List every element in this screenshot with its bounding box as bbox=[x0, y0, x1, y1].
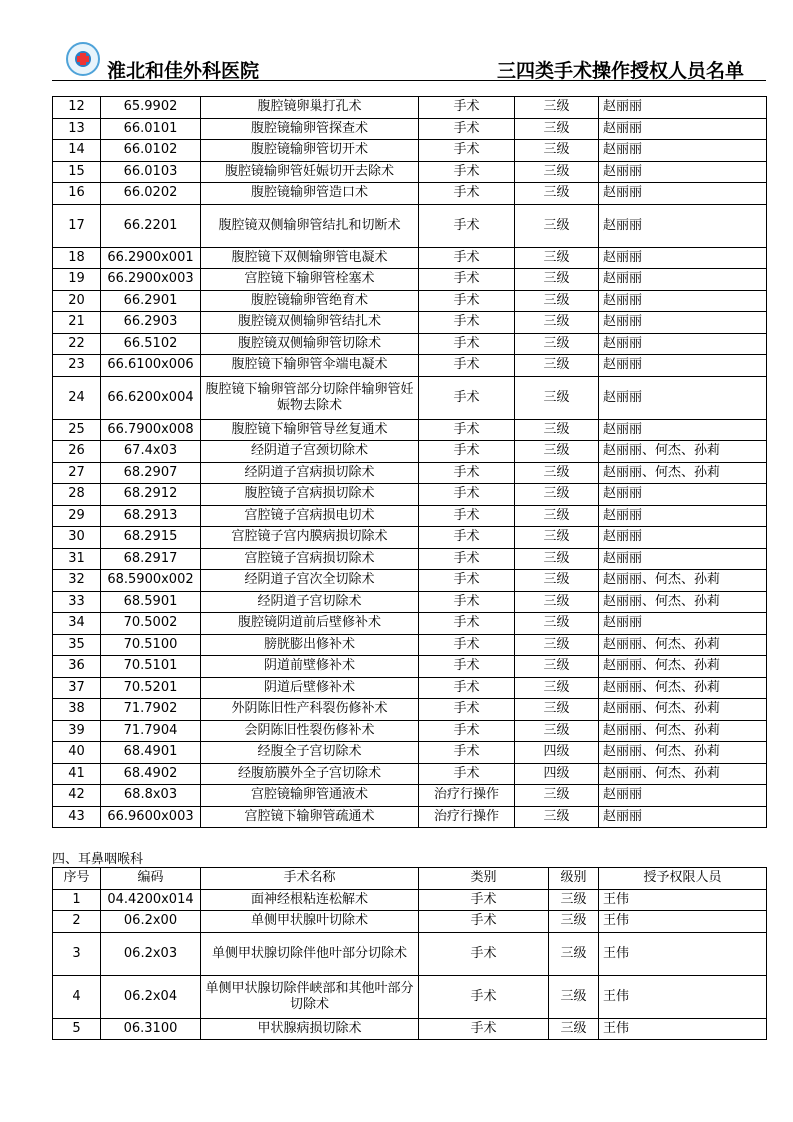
row-number: 38 bbox=[53, 699, 101, 721]
authorized-staff: 王伟 bbox=[599, 889, 767, 911]
authorized-staff: 赵丽丽 bbox=[599, 355, 767, 377]
procedure-code: 06.2x00 bbox=[101, 911, 201, 933]
authorized-staff: 赵丽丽 bbox=[599, 484, 767, 506]
procedure-level: 三级 bbox=[515, 677, 599, 699]
procedure-code: 68.2917 bbox=[101, 548, 201, 570]
procedure-level: 三级 bbox=[515, 591, 599, 613]
procedure-code: 70.5100 bbox=[101, 634, 201, 656]
table-row bbox=[53, 441, 767, 463]
authorized-staff: 赵丽丽、何杰、孙莉 bbox=[599, 720, 767, 742]
authorized-staff: 王伟 bbox=[599, 911, 767, 933]
authorized-staff: 赵丽丽 bbox=[599, 505, 767, 527]
procedure-code: 65.9902 bbox=[101, 97, 201, 119]
procedure-level: 三级 bbox=[549, 932, 599, 975]
procedure-code: 70.5101 bbox=[101, 656, 201, 678]
procedure-type: 手术 bbox=[419, 333, 515, 355]
procedure-code: 68.2912 bbox=[101, 484, 201, 506]
table-row bbox=[53, 699, 767, 721]
procedure-type: 手术 bbox=[419, 140, 515, 162]
procedure-name: 腹腔镜双侧输卵管结扎和切断术 bbox=[201, 204, 419, 247]
procedure-type: 手术 bbox=[419, 183, 515, 205]
authorized-staff: 赵丽丽 bbox=[599, 548, 767, 570]
procedure-type: 手术 bbox=[419, 527, 515, 549]
procedure-type: 手术 bbox=[419, 484, 515, 506]
table-row bbox=[53, 1018, 767, 1040]
procedure-code: 68.5900x002 bbox=[101, 570, 201, 592]
procedure-name: 腹腔镜输卵管造口术 bbox=[201, 183, 419, 205]
table-row bbox=[53, 183, 767, 205]
authorized-staff: 赵丽丽 bbox=[599, 312, 767, 334]
procedure-name: 腹腔镜双侧输卵管切除术 bbox=[201, 333, 419, 355]
table-row bbox=[53, 742, 767, 764]
procedure-type: 手术 bbox=[419, 204, 515, 247]
procedure-type: 手术 bbox=[419, 613, 515, 635]
row-number: 2 bbox=[53, 911, 101, 933]
table-row bbox=[53, 505, 767, 527]
procedure-code: 68.2915 bbox=[101, 527, 201, 549]
row-number: 24 bbox=[53, 376, 101, 419]
procedure-level: 三级 bbox=[515, 484, 599, 506]
procedure-level: 三级 bbox=[549, 975, 599, 1018]
procedure-level: 三级 bbox=[515, 376, 599, 419]
procedure-level: 三级 bbox=[515, 269, 599, 291]
row-number: 39 bbox=[53, 720, 101, 742]
procedure-name: 腹腔镜输卵管妊娠切开去除术 bbox=[201, 161, 419, 183]
procedure-type: 手术 bbox=[419, 441, 515, 463]
procedure-level: 三级 bbox=[515, 720, 599, 742]
authorized-staff: 赵丽丽、何杰、孙莉 bbox=[599, 656, 767, 678]
procedure-code: 66.5102 bbox=[101, 333, 201, 355]
procedure-code: 66.0102 bbox=[101, 140, 201, 162]
procedure-level: 三级 bbox=[515, 97, 599, 119]
procedure-code: 06.2x03 bbox=[101, 932, 201, 975]
authorized-staff: 赵丽丽、何杰、孙莉 bbox=[599, 763, 767, 785]
row-number: 40 bbox=[53, 742, 101, 764]
row-number: 16 bbox=[53, 183, 101, 205]
procedure-code: 66.2903 bbox=[101, 312, 201, 334]
procedure-name: 腹腔镜下输卵管伞端电凝术 bbox=[201, 355, 419, 377]
authorized-staff: 赵丽丽、何杰、孙莉 bbox=[599, 677, 767, 699]
row-number: 22 bbox=[53, 333, 101, 355]
procedure-name: 单侧甲状腺切除伴他叶部分切除术 bbox=[201, 932, 419, 975]
authorized-staff: 赵丽丽、何杰、孙莉 bbox=[599, 634, 767, 656]
row-number: 4 bbox=[53, 975, 101, 1018]
procedure-name: 单侧甲状腺切除伴峡部和其他叶部分切除术 bbox=[201, 975, 419, 1018]
procedure-code: 66.0202 bbox=[101, 183, 201, 205]
procedure-name: 外阴陈旧性产科裂伤修补术 bbox=[201, 699, 419, 721]
procedure-type: 手术 bbox=[419, 720, 515, 742]
procedure-type: 手术 bbox=[419, 634, 515, 656]
table-row bbox=[53, 333, 767, 355]
hospital-name: 淮北和佳外科医院 bbox=[107, 60, 260, 82]
procedure-type: 手术 bbox=[419, 656, 515, 678]
procedure-type: 手术 bbox=[419, 548, 515, 570]
page-header bbox=[52, 40, 766, 81]
procedure-name: 膀胱膨出修补术 bbox=[201, 634, 419, 656]
procedure-code: 68.5901 bbox=[101, 591, 201, 613]
procedure-code: 70.5002 bbox=[101, 613, 201, 635]
procedure-code: 66.9600x003 bbox=[101, 806, 201, 828]
table-row bbox=[53, 570, 767, 592]
procedure-level: 三级 bbox=[515, 785, 599, 807]
procedure-level: 三级 bbox=[515, 527, 599, 549]
procedure-name: 腹腔镜下输卵管部分切除伴输卵管妊娠物去除术 bbox=[201, 376, 419, 419]
procedure-code: 66.0101 bbox=[101, 118, 201, 140]
procedure-type: 手术 bbox=[419, 889, 549, 911]
procedure-level: 三级 bbox=[515, 441, 599, 463]
procedure-name: 经腹全子宫切除术 bbox=[201, 742, 419, 764]
row-number: 42 bbox=[53, 785, 101, 807]
procedure-name: 腹腔镜输卵管绝育术 bbox=[201, 290, 419, 312]
row-number: 32 bbox=[53, 570, 101, 592]
row-number: 41 bbox=[53, 763, 101, 785]
row-number: 12 bbox=[53, 97, 101, 119]
procedure-code: 04.4200x014 bbox=[101, 889, 201, 911]
procedure-type: 手术 bbox=[419, 911, 549, 933]
authorized-staff: 赵丽丽 bbox=[599, 118, 767, 140]
procedure-name: 经阴道子宫切除术 bbox=[201, 591, 419, 613]
procedure-code: 71.7904 bbox=[101, 720, 201, 742]
procedure-code: 06.2x04 bbox=[101, 975, 201, 1018]
procedure-level: 三级 bbox=[515, 505, 599, 527]
procedure-code: 66.0103 bbox=[101, 161, 201, 183]
procedure-name: 腹腔镜输卵管切开术 bbox=[201, 140, 419, 162]
procedure-name: 经腹筋膜外全子宫切除术 bbox=[201, 763, 419, 785]
table-row bbox=[53, 161, 767, 183]
header-staff: 授予权限人员 bbox=[599, 868, 767, 890]
procedure-level: 三级 bbox=[515, 204, 599, 247]
procedure-code: 68.4902 bbox=[101, 763, 201, 785]
procedure-level: 三级 bbox=[515, 333, 599, 355]
procedure-level: 三级 bbox=[515, 355, 599, 377]
row-number: 43 bbox=[53, 806, 101, 828]
procedure-type: 手术 bbox=[419, 118, 515, 140]
procedure-level: 三级 bbox=[515, 419, 599, 441]
authorized-staff: 赵丽丽 bbox=[599, 419, 767, 441]
procedure-type: 手术 bbox=[419, 677, 515, 699]
procedure-type: 手术 bbox=[419, 290, 515, 312]
procedure-name: 腹腔镜双侧输卵管结扎术 bbox=[201, 312, 419, 334]
table-row bbox=[53, 591, 767, 613]
authorized-staff: 赵丽丽 bbox=[599, 161, 767, 183]
authorized-staff: 赵丽丽 bbox=[599, 333, 767, 355]
row-number: 23 bbox=[53, 355, 101, 377]
authorized-staff: 赵丽丽 bbox=[599, 290, 767, 312]
procedure-level: 三级 bbox=[515, 183, 599, 205]
procedure-type: 手术 bbox=[419, 97, 515, 119]
hospital-logo-icon bbox=[66, 42, 100, 76]
table-row bbox=[53, 462, 767, 484]
procedure-code: 70.5201 bbox=[101, 677, 201, 699]
procedure-level: 四级 bbox=[515, 742, 599, 764]
procedure-level: 三级 bbox=[515, 462, 599, 484]
procedure-type: 手术 bbox=[419, 161, 515, 183]
row-number: 5 bbox=[53, 1018, 101, 1040]
authorized-staff: 赵丽丽、何杰、孙莉 bbox=[599, 441, 767, 463]
table-header-row bbox=[53, 868, 767, 890]
table-row bbox=[53, 677, 767, 699]
table-row bbox=[53, 720, 767, 742]
procedure-type: 手术 bbox=[419, 975, 549, 1018]
authorized-staff: 赵丽丽 bbox=[599, 785, 767, 807]
procedure-name: 经阴道子宫病损切除术 bbox=[201, 462, 419, 484]
procedure-code: 71.7902 bbox=[101, 699, 201, 721]
procedure-type: 手术 bbox=[419, 376, 515, 419]
table-row bbox=[53, 975, 767, 1018]
table-row bbox=[53, 634, 767, 656]
authorized-staff: 王伟 bbox=[599, 1018, 767, 1040]
procedure-type: 治疗行操作 bbox=[419, 785, 515, 807]
row-number: 14 bbox=[53, 140, 101, 162]
row-number: 17 bbox=[53, 204, 101, 247]
procedure-name: 经阴道子宫次全切除术 bbox=[201, 570, 419, 592]
header-type: 类别 bbox=[419, 868, 549, 890]
table-row bbox=[53, 484, 767, 506]
table-row bbox=[53, 269, 767, 291]
procedure-level: 三级 bbox=[549, 911, 599, 933]
table-row bbox=[53, 527, 767, 549]
procedure-code: 66.2900x003 bbox=[101, 269, 201, 291]
procedure-name: 会阴陈旧性裂伤修补术 bbox=[201, 720, 419, 742]
procedure-level: 三级 bbox=[515, 290, 599, 312]
procedure-type: 手术 bbox=[419, 419, 515, 441]
table-row bbox=[53, 419, 767, 441]
authorized-staff: 王伟 bbox=[599, 932, 767, 975]
procedure-name: 甲状腺病损切除术 bbox=[201, 1018, 419, 1040]
authorized-staff: 赵丽丽 bbox=[599, 247, 767, 269]
procedure-level: 三级 bbox=[515, 140, 599, 162]
row-number: 36 bbox=[53, 656, 101, 678]
row-number: 27 bbox=[53, 462, 101, 484]
procedure-level: 三级 bbox=[515, 656, 599, 678]
procedure-code: 66.6200x004 bbox=[101, 376, 201, 419]
procedure-type: 手术 bbox=[419, 570, 515, 592]
procedure-code: 66.2201 bbox=[101, 204, 201, 247]
table-row bbox=[53, 932, 767, 975]
procedure-type: 手术 bbox=[419, 763, 515, 785]
procedure-type: 手术 bbox=[419, 1018, 549, 1040]
procedure-code: 68.8x03 bbox=[101, 785, 201, 807]
authorized-staff: 王伟 bbox=[599, 975, 767, 1018]
procedure-code: 68.2913 bbox=[101, 505, 201, 527]
procedure-level: 三级 bbox=[515, 118, 599, 140]
procedure-type: 手术 bbox=[419, 742, 515, 764]
procedure-level: 三级 bbox=[515, 312, 599, 334]
procedure-level: 三级 bbox=[515, 634, 599, 656]
row-number: 25 bbox=[53, 419, 101, 441]
authorized-staff: 赵丽丽、何杰、孙莉 bbox=[599, 699, 767, 721]
header-no: 序号 bbox=[53, 868, 101, 890]
row-number: 18 bbox=[53, 247, 101, 269]
authorized-staff: 赵丽丽、何杰、孙莉 bbox=[599, 591, 767, 613]
procedure-code: 06.3100 bbox=[101, 1018, 201, 1040]
table-row bbox=[53, 376, 767, 419]
procedure-level: 三级 bbox=[515, 247, 599, 269]
procedure-code: 68.4901 bbox=[101, 742, 201, 764]
authorized-staff: 赵丽丽、何杰、孙莉 bbox=[599, 742, 767, 764]
procedure-type: 手术 bbox=[419, 505, 515, 527]
row-number: 3 bbox=[53, 932, 101, 975]
procedure-level: 三级 bbox=[515, 548, 599, 570]
procedure-type: 手术 bbox=[419, 932, 549, 975]
row-number: 28 bbox=[53, 484, 101, 506]
procedure-name: 阴道后壁修补术 bbox=[201, 677, 419, 699]
procedure-level: 三级 bbox=[515, 699, 599, 721]
procedure-code: 66.2900x001 bbox=[101, 247, 201, 269]
row-number: 1 bbox=[53, 889, 101, 911]
table-row bbox=[53, 911, 767, 933]
row-number: 21 bbox=[53, 312, 101, 334]
authorized-staff: 赵丽丽 bbox=[599, 183, 767, 205]
row-number: 13 bbox=[53, 118, 101, 140]
row-number: 26 bbox=[53, 441, 101, 463]
procedure-name: 经阴道子宫颈切除术 bbox=[201, 441, 419, 463]
procedure-level: 三级 bbox=[515, 161, 599, 183]
procedure-type: 手术 bbox=[419, 699, 515, 721]
procedure-name: 宫腔镜下输卵管疏通术 bbox=[201, 806, 419, 828]
procedure-name: 腹腔镜输卵管探查术 bbox=[201, 118, 419, 140]
procedure-level: 四级 bbox=[515, 763, 599, 785]
procedure-level: 三级 bbox=[549, 1018, 599, 1040]
row-number: 20 bbox=[53, 290, 101, 312]
authorized-staff: 赵丽丽 bbox=[599, 527, 767, 549]
procedure-name: 宫腔镜输卵管通液术 bbox=[201, 785, 419, 807]
procedure-name: 腹腔镜卵巢打孔术 bbox=[201, 97, 419, 119]
table-row bbox=[53, 247, 767, 269]
row-number: 30 bbox=[53, 527, 101, 549]
procedure-name: 单侧甲状腺叶切除术 bbox=[201, 911, 419, 933]
procedure-type: 手术 bbox=[419, 355, 515, 377]
document-title: 三四类手术操作授权人员名单 bbox=[496, 60, 744, 82]
procedure-name: 腹腔镜下输卵管导丝复通术 bbox=[201, 419, 419, 441]
authorized-staff: 赵丽丽 bbox=[599, 269, 767, 291]
section-title-ent: 四、耳鼻咽喉科 bbox=[52, 852, 144, 867]
authorized-staff: 赵丽丽、何杰、孙莉 bbox=[599, 570, 767, 592]
row-number: 37 bbox=[53, 677, 101, 699]
authorized-staff: 赵丽丽 bbox=[599, 613, 767, 635]
row-number: 33 bbox=[53, 591, 101, 613]
table-row bbox=[53, 204, 767, 247]
procedure-type: 手术 bbox=[419, 247, 515, 269]
procedure-name: 宫腔镜子宫病损电切术 bbox=[201, 505, 419, 527]
gynecology-procedure-table bbox=[52, 96, 767, 828]
table-row bbox=[53, 97, 767, 119]
procedure-name: 宫腔镜下输卵管栓塞术 bbox=[201, 269, 419, 291]
authorized-staff: 赵丽丽、何杰、孙莉 bbox=[599, 462, 767, 484]
procedure-code: 67.4x03 bbox=[101, 441, 201, 463]
header-level: 级别 bbox=[549, 868, 599, 890]
header-code: 编码 bbox=[101, 868, 201, 890]
procedure-name: 宫腔镜子宫内膜病损切除术 bbox=[201, 527, 419, 549]
procedure-code: 68.2907 bbox=[101, 462, 201, 484]
procedure-code: 66.2901 bbox=[101, 290, 201, 312]
table-row bbox=[53, 290, 767, 312]
authorized-staff: 赵丽丽 bbox=[599, 140, 767, 162]
row-number: 31 bbox=[53, 548, 101, 570]
procedure-type: 手术 bbox=[419, 312, 515, 334]
procedure-level: 三级 bbox=[515, 570, 599, 592]
table-row bbox=[53, 656, 767, 678]
procedure-level: 三级 bbox=[515, 613, 599, 635]
table-row bbox=[53, 763, 767, 785]
procedure-type: 手术 bbox=[419, 269, 515, 291]
table-row bbox=[53, 613, 767, 635]
table-row bbox=[53, 785, 767, 807]
row-number: 34 bbox=[53, 613, 101, 635]
procedure-type: 治疗行操作 bbox=[419, 806, 515, 828]
procedure-name: 宫腔镜子宫病损切除术 bbox=[201, 548, 419, 570]
row-number: 35 bbox=[53, 634, 101, 656]
procedure-code: 66.7900x008 bbox=[101, 419, 201, 441]
procedure-name: 面神经根粘连松解术 bbox=[201, 889, 419, 911]
table-row bbox=[53, 140, 767, 162]
procedure-name: 腹腔镜下双侧输卵管电凝术 bbox=[201, 247, 419, 269]
authorized-staff: 赵丽丽 bbox=[599, 806, 767, 828]
authorized-staff: 赵丽丽 bbox=[599, 97, 767, 119]
procedure-level: 三级 bbox=[515, 806, 599, 828]
procedure-code: 66.6100x006 bbox=[101, 355, 201, 377]
header-name: 手术名称 bbox=[201, 868, 419, 890]
procedure-name: 腹腔镜子宫病损切除术 bbox=[201, 484, 419, 506]
table-row bbox=[53, 355, 767, 377]
procedure-level: 三级 bbox=[549, 889, 599, 911]
row-number: 19 bbox=[53, 269, 101, 291]
row-number: 29 bbox=[53, 505, 101, 527]
procedure-name: 阴道前壁修补术 bbox=[201, 656, 419, 678]
table-row bbox=[53, 806, 767, 828]
table-row bbox=[53, 118, 767, 140]
procedure-type: 手术 bbox=[419, 591, 515, 613]
table-row bbox=[53, 548, 767, 570]
authorized-staff: 赵丽丽 bbox=[599, 376, 767, 419]
procedure-type: 手术 bbox=[419, 462, 515, 484]
row-number: 15 bbox=[53, 161, 101, 183]
table-row bbox=[53, 312, 767, 334]
authorized-staff: 赵丽丽 bbox=[599, 204, 767, 247]
table-row bbox=[53, 889, 767, 911]
ent-procedure-table bbox=[52, 867, 767, 1040]
procedure-name: 腹腔镜阴道前后壁修补术 bbox=[201, 613, 419, 635]
